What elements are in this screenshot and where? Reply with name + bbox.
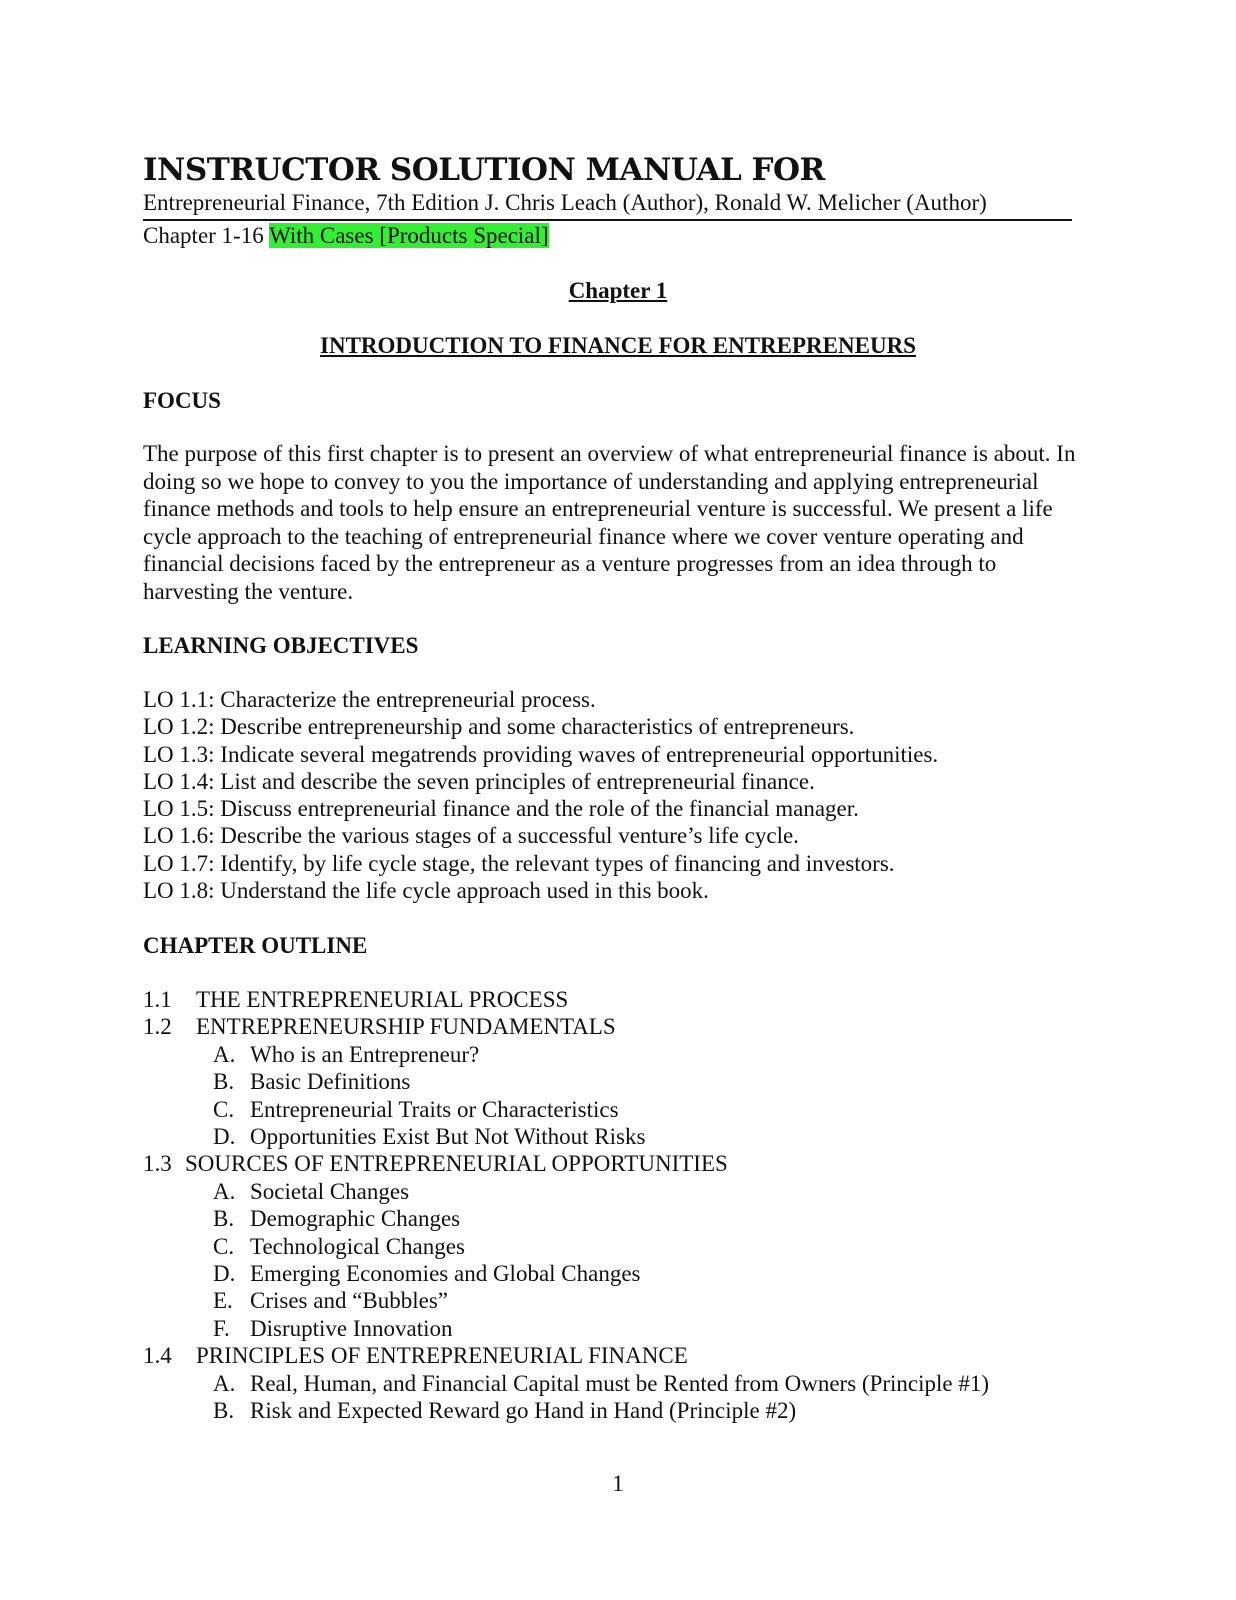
section-number: 1.2 bbox=[143, 1014, 172, 1040]
section-title: THE ENTREPRENEURIAL PROCESS bbox=[196, 987, 569, 1012]
outline-subitem: B. Basic Definitions bbox=[213, 1069, 411, 1095]
page-number: 1 bbox=[612, 1471, 624, 1496]
section-number: 1.1 bbox=[143, 987, 172, 1012]
manual-banner-title: INSTRUCTOR SOLUTION MANUAL FOR bbox=[143, 152, 825, 188]
objective-item: LO 1.6: Describe the various stages of a successful venture’s life cycle. bbox=[143, 823, 799, 849]
chapter-outline-heading: CHAPTER OUTLINE bbox=[143, 933, 368, 958]
outline-section bbox=[143, 1150, 989, 1177]
section-title: SOURCES OF ENTREPRENEURIAL OPPORTUNITIES bbox=[185, 1151, 728, 1177]
learning-objectives-heading: LEARNING OBJECTIVES bbox=[143, 633, 419, 658]
outline-section bbox=[143, 1342, 989, 1369]
section-title: PRINCIPLES OF ENTREPRENEURIAL FINANCE bbox=[196, 1343, 688, 1369]
outline-subitem: C. Entrepreneurial Traits or Characteristics bbox=[213, 1096, 619, 1122]
outline-subitem: F. Disruptive Innovation bbox=[213, 1315, 453, 1341]
learning-objectives-list bbox=[143, 686, 938, 904]
highlighted-cases-text: With Cases [Products Special] bbox=[269, 223, 549, 248]
outline-subitem: D. Opportunities Exist But Not Without Risks bbox=[213, 1124, 646, 1150]
objective-item: LO 1.4: List and describe the seven principles of entrepreneurial finance. bbox=[143, 768, 815, 794]
section-number: 1.4 bbox=[143, 1343, 172, 1369]
focus-heading: FOCUS bbox=[143, 388, 221, 413]
section-number: 1.3 bbox=[143, 1151, 172, 1177]
outline-subitem: C. Technological Changes bbox=[213, 1233, 465, 1259]
outline-subitem: A. Societal Changes bbox=[213, 1178, 410, 1204]
outline-section bbox=[143, 986, 989, 1013]
focus-paragraph: The purpose of this first chapter is to present an overview of what entrepreneurial finance is about. In doing so we hope to convey to you the importance of understanding and applying entrepreneurial finance methods and tools to help ensure an entrepreneurial venture is successful. We present a life cycle approach to the teaching of entrepreneurial finance where we cover venture operating and financial decisions faced by the entrepreneur as a venture progresses from an idea through to harvesting the venture. bbox=[143, 441, 1076, 604]
objective-item: LO 1.3: Indicate several megatrends providing waves of entrepreneurial opportunities. bbox=[143, 741, 939, 767]
objective-item: LO 1.1: Characterize the entrepreneurial process. bbox=[143, 687, 596, 712]
chapter-number-heading: Chapter 1 bbox=[568, 278, 668, 303]
outline-subitem: B. Risk and Expected Reward go Hand in Hand (Principle #2) bbox=[213, 1398, 797, 1424]
outline-subitem: A. Real, Human, and Financial Capital must be Rented from Owners (Principle #1) bbox=[213, 1370, 990, 1396]
outline-subitem: E. Crises and “Bubbles” bbox=[213, 1288, 449, 1314]
objective-item: LO 1.8: Understand the life cycle approach used in this book. bbox=[143, 878, 709, 904]
chapter-title-heading: INTRODUCTION TO FINANCE FOR ENTREPRENEURS bbox=[320, 333, 916, 358]
outline-subitem: A. Who is an Entrepreneur? bbox=[213, 1041, 480, 1067]
section-title: ENTREPRENEURSHIP FUNDAMENTALS bbox=[196, 1014, 616, 1040]
objective-item: LO 1.7: Identify, by life cycle stage, the relevant types of financing and investors. bbox=[143, 850, 895, 876]
objective-item: LO 1.2: Describe entrepreneurship and some characteristics of entrepreneurs. bbox=[143, 714, 855, 740]
outline-subitem: D. Emerging Economies and Global Changes bbox=[213, 1261, 641, 1287]
book-subtitle: Entrepreneurial Finance, 7th Edition J. Chris Leach (Author), Ronald W. Melicher (Author) bbox=[143, 190, 987, 215]
chapter-range-text: Chapter 1-16 bbox=[143, 223, 270, 248]
chapter-range-line bbox=[143, 221, 549, 251]
chapter-outline-list bbox=[143, 986, 989, 1425]
objective-item: LO 1.5: Discuss entrepreneurial finance and the role of the financial manager. bbox=[143, 796, 859, 822]
outline-subitem: B. Demographic Changes bbox=[213, 1206, 461, 1232]
outline-section bbox=[143, 1013, 989, 1040]
